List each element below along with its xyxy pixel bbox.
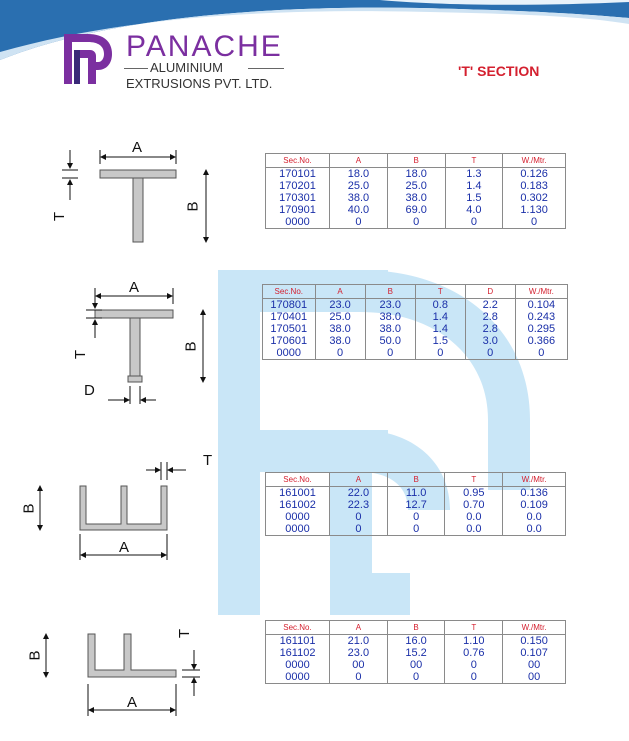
cell: 0.126 [503, 168, 566, 181]
cell: 0 [503, 216, 566, 229]
col-header: B [387, 154, 445, 168]
cell: 0.0 [503, 511, 566, 523]
col-header: W./Mtr. [503, 154, 566, 168]
cell: 22.3 [330, 499, 388, 511]
cell: 38.0 [365, 323, 415, 335]
cell: 1.4 [445, 180, 503, 192]
cell: 0000 [266, 659, 330, 671]
cell: 38.0 [387, 192, 445, 204]
table-row [266, 635, 566, 648]
cell: 0.183 [503, 180, 566, 192]
cell: 69.0 [387, 204, 445, 216]
col-header: Sec.No. [266, 473, 330, 487]
cell: 18.0 [330, 168, 388, 181]
section-4-dim-t: T [176, 628, 194, 639]
cell: 0 [387, 523, 445, 536]
cell: 12.7 [387, 499, 445, 511]
brand-name: PANACHE [126, 30, 283, 63]
cell: 170401 [263, 311, 316, 323]
cell: 170201 [266, 180, 330, 192]
cell: 0.136 [503, 487, 566, 500]
cell: 170501 [263, 323, 316, 335]
cell: 15.2 [387, 647, 445, 659]
cell: 4.0 [445, 204, 503, 216]
cell: 0.104 [515, 299, 567, 312]
col-header: T [445, 621, 503, 635]
section-2-dim-b: B [182, 341, 200, 352]
col-header: W./Mtr. [503, 621, 566, 635]
col-header: Sec.No. [266, 621, 330, 635]
cell: 0 [330, 523, 388, 536]
cell: 0000 [263, 347, 316, 360]
section-4-dim-b: B [26, 650, 44, 661]
cell: 23.0 [330, 647, 388, 659]
cell: 0 [445, 659, 503, 671]
section-2-dim-t: T [72, 349, 90, 360]
cell: 0.295 [515, 323, 567, 335]
col-header: D [465, 285, 515, 299]
cell: 0000 [266, 523, 330, 536]
col-header: Sec.No. [263, 285, 316, 299]
cell: 0.366 [515, 335, 567, 347]
section-2-dim-d: D [84, 382, 95, 399]
table-row [266, 659, 566, 671]
cell: 38.0 [315, 335, 365, 347]
cell: 0.109 [503, 499, 566, 511]
cell: 0 [387, 671, 445, 684]
cell: 0 [387, 216, 445, 229]
section-3-dim-b: B [20, 503, 38, 514]
cell: 0 [515, 347, 567, 360]
section-1-dim-a: A [132, 139, 143, 156]
cell: 00 [330, 659, 388, 671]
cell: 38.0 [365, 311, 415, 323]
table-row [266, 647, 566, 659]
cell: 0 [445, 671, 503, 684]
cell: 0 [415, 347, 465, 360]
col-header: B [365, 285, 415, 299]
col-header: B [387, 473, 445, 487]
table-header-row [266, 621, 566, 635]
cell: 170601 [263, 335, 316, 347]
cell: 161001 [266, 487, 330, 500]
cell: 170101 [266, 168, 330, 181]
cell: 0 [330, 216, 388, 229]
cell: 25.0 [330, 180, 388, 192]
cell: 50.0 [365, 335, 415, 347]
cell: 0 [465, 347, 515, 360]
table-row [266, 671, 566, 684]
cell: 170301 [266, 192, 330, 204]
section-1-dim-b: B [184, 201, 202, 212]
cell: 0 [330, 511, 388, 523]
brand-line-2: EXTRUSIONS PVT. LTD. [126, 76, 273, 91]
col-header: A [330, 473, 388, 487]
cell: 170901 [266, 204, 330, 216]
col-header: T [445, 473, 503, 487]
cell: 23.0 [315, 299, 365, 312]
cell: 170801 [263, 299, 316, 312]
cell: 0.302 [503, 192, 566, 204]
cell: 0.0 [503, 523, 566, 536]
cell: 25.0 [315, 311, 365, 323]
section-3-dim-a: A [119, 539, 130, 556]
cell: 00 [387, 659, 445, 671]
cell: 0 [315, 347, 365, 360]
cell: 25.0 [387, 180, 445, 192]
cell: 00 [503, 671, 566, 684]
cell: 1.4 [415, 323, 465, 335]
section-3-dim-t: T [203, 452, 213, 469]
cell: 3.0 [465, 335, 515, 347]
cell: 38.0 [315, 323, 365, 335]
cell: 38.0 [330, 192, 388, 204]
cell: 00 [503, 659, 566, 671]
cell: 22.0 [330, 487, 388, 500]
cell: 1.130 [503, 204, 566, 216]
cell: 0 [365, 347, 415, 360]
page-title: 'T' SECTION [458, 63, 540, 79]
cell: 0.70 [445, 499, 503, 511]
cell: 40.0 [330, 204, 388, 216]
cell: 2.8 [465, 311, 515, 323]
cell: 16.0 [387, 635, 445, 648]
cell: 0.76 [445, 647, 503, 659]
cell: 21.0 [330, 635, 388, 648]
section-1-dim-t: T [51, 211, 69, 222]
cell: 0.95 [445, 487, 503, 500]
col-header: W./Mtr. [503, 473, 566, 487]
cell: 0.150 [503, 635, 566, 648]
section-4-table [265, 620, 566, 684]
col-header: A [330, 154, 388, 168]
cell: 0.0 [445, 523, 503, 536]
col-header: Sec.No. [266, 154, 330, 168]
cell: 0 [330, 671, 388, 684]
section-2-dim-a: A [129, 279, 140, 296]
cell: 0 [445, 216, 503, 229]
cell: 161101 [266, 635, 330, 648]
cell: 0.107 [503, 647, 566, 659]
cell: 0.243 [515, 311, 567, 323]
cell: 161002 [266, 499, 330, 511]
cell: 161102 [266, 647, 330, 659]
col-header: W./Mtr. [515, 285, 567, 299]
col-header: B [387, 621, 445, 635]
cell: 0.8 [415, 299, 465, 312]
col-header: T [415, 285, 465, 299]
cell: 0000 [266, 216, 330, 229]
col-header: A [330, 621, 388, 635]
cell: 0000 [266, 671, 330, 684]
cell: 0 [387, 511, 445, 523]
cell: 23.0 [365, 299, 415, 312]
section-4-dim-a: A [127, 694, 138, 711]
col-header: T [445, 154, 503, 168]
cell: 11.0 [387, 487, 445, 500]
cell: 2.2 [465, 299, 515, 312]
cell: 0000 [266, 511, 330, 523]
cell: 1.3 [445, 168, 503, 181]
brand-line-1: ALUMINIUM [150, 60, 223, 75]
cell: 2.8 [465, 323, 515, 335]
cell: 0.0 [445, 511, 503, 523]
cell: 1.5 [415, 335, 465, 347]
cell: 1.4 [415, 311, 465, 323]
cell: 18.0 [387, 168, 445, 181]
cell: 1.5 [445, 192, 503, 204]
cell: 1.10 [445, 635, 503, 648]
col-header: A [315, 285, 365, 299]
